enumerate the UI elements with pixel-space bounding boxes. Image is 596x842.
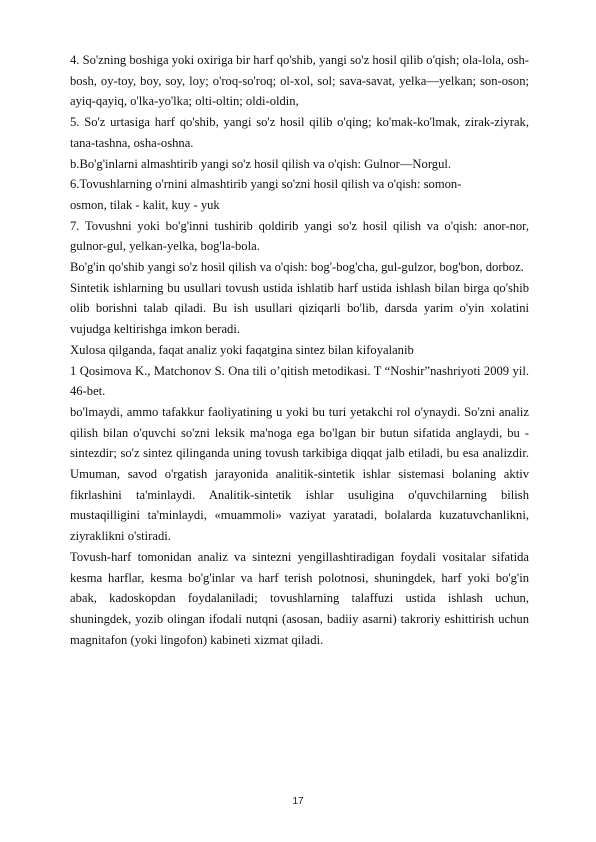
paragraph-6: 7. Tovushni yoki bo'g'inni tushirib qoldirib yangi so'z hosil qilish va o'qish: anor-nor, gulnor-gul, yelkan-yelka, bog'la-bola. xyxy=(70,218,529,254)
paragraph-3: b.Bo'g'inlarni almashtirib yangi so'z hosil qilish va o'qish: Gulnor—Norgul. xyxy=(70,156,452,171)
paragraph-7: Bo'g'in qo'shib yangi so'z hosil qilish va o'qish: bog'-bog'cha, gul-gulzor, bog'bon, dorboz. xyxy=(70,260,524,275)
paragraph-2: 5. So'z urtasiga harf qo'shib, yangi so'z hosil qilib o'qing; ko'mak-ko'lmak, zirak-ziyrak, tana-tashna, osha-oshna. xyxy=(70,115,529,150)
paragraph-4: 6.Tovushlarning o'rnini almashtirib yangi so'zni hosil qilish va o'qish: somon- xyxy=(70,177,462,192)
paragraph-1: 4. So'zning boshiga yoki oxiriga bir harf qo'shib, yangi so'z hosil qilib o'qish; ola-lola, osh-bosh, oy-toy, boy, soy, loy; o'roq-so'roq; ol-xol, sol; sava-savat, yelka—yelkan; son-oson; ayiq-qayiq, o'lka-yo'lka; olti-oltin; oldi-oldin, xyxy=(70,53,529,109)
paragraph-5: osmon, tilak - kalit, kuy - yuk xyxy=(70,197,220,212)
paragraph-8: Sintetik ishlarning bu usullari tovush ustida ishlatib harf ustida ishlash bilan birga qo'shib olib borishni talab qiladi. Bu ish usullari qiziqarli bo'lib, darsda yarim o'yin xolatini vujudga keltirishga imkon beradi. xyxy=(70,280,529,337)
page-number: 17 xyxy=(292,796,304,807)
footnote-citation: 1 Qosimova K., Matchonov S. Ona tili o’qitish metodikasi. T “Noshir”nashriyoti 2009 yil. 46-bet. xyxy=(70,363,529,399)
document-body xyxy=(70,50,529,650)
paragraph-9: Xulosa qilganda, faqat analiz yoki faqatgina sintez bilan kifoyalanib xyxy=(70,342,414,357)
paragraph-10: bo'lmaydi, ammo tafakkur faoliyatining u yoki bu turi yetakchi rol o'ynaydi. So'zni analiz qilish bilan o'quvchi so'zni leksik ma'noga ega bo'lgan bir butun sifatida anglaydi, bu - sintezdir; so'z sintez qilinganda uning tovush tarkibiga diqqat jalb etiladi, bu esa analizdir. Umuman, savod o'rgatish jarayonida analitik-sintetik ishlar sistemasi bolaning aktiv fikrlashini ta'minlaydi. Analitik-sintetik ishlar usuligina o'quvchilarning bilish mustaqilligini ta'minlaydi, «muammoli» vaziyat yaratadi, bolalarda kuzatuvchanlikni, ziyraklikni o'stiradi. xyxy=(70,404,529,544)
paragraph-11: Tovush-harf tomonidan analiz va sintezni yengillashtiradigan foydali vositalar sifatida kesma harflar, kesma bo'g'inlar va harf terish polotnosi, shuningdek, harf yoki bo'g'in abak, kadoskopdan foydalaniladi; tovushlarning talaffuzi ustida ishlash uchun, shuningdek, yozib olingan ifodali nutqni (asosan, badiiy asarni) takroriy eshittirish uchun magnitafon (yoki lingofon) kabineti xizmat qiladi. xyxy=(70,549,529,647)
